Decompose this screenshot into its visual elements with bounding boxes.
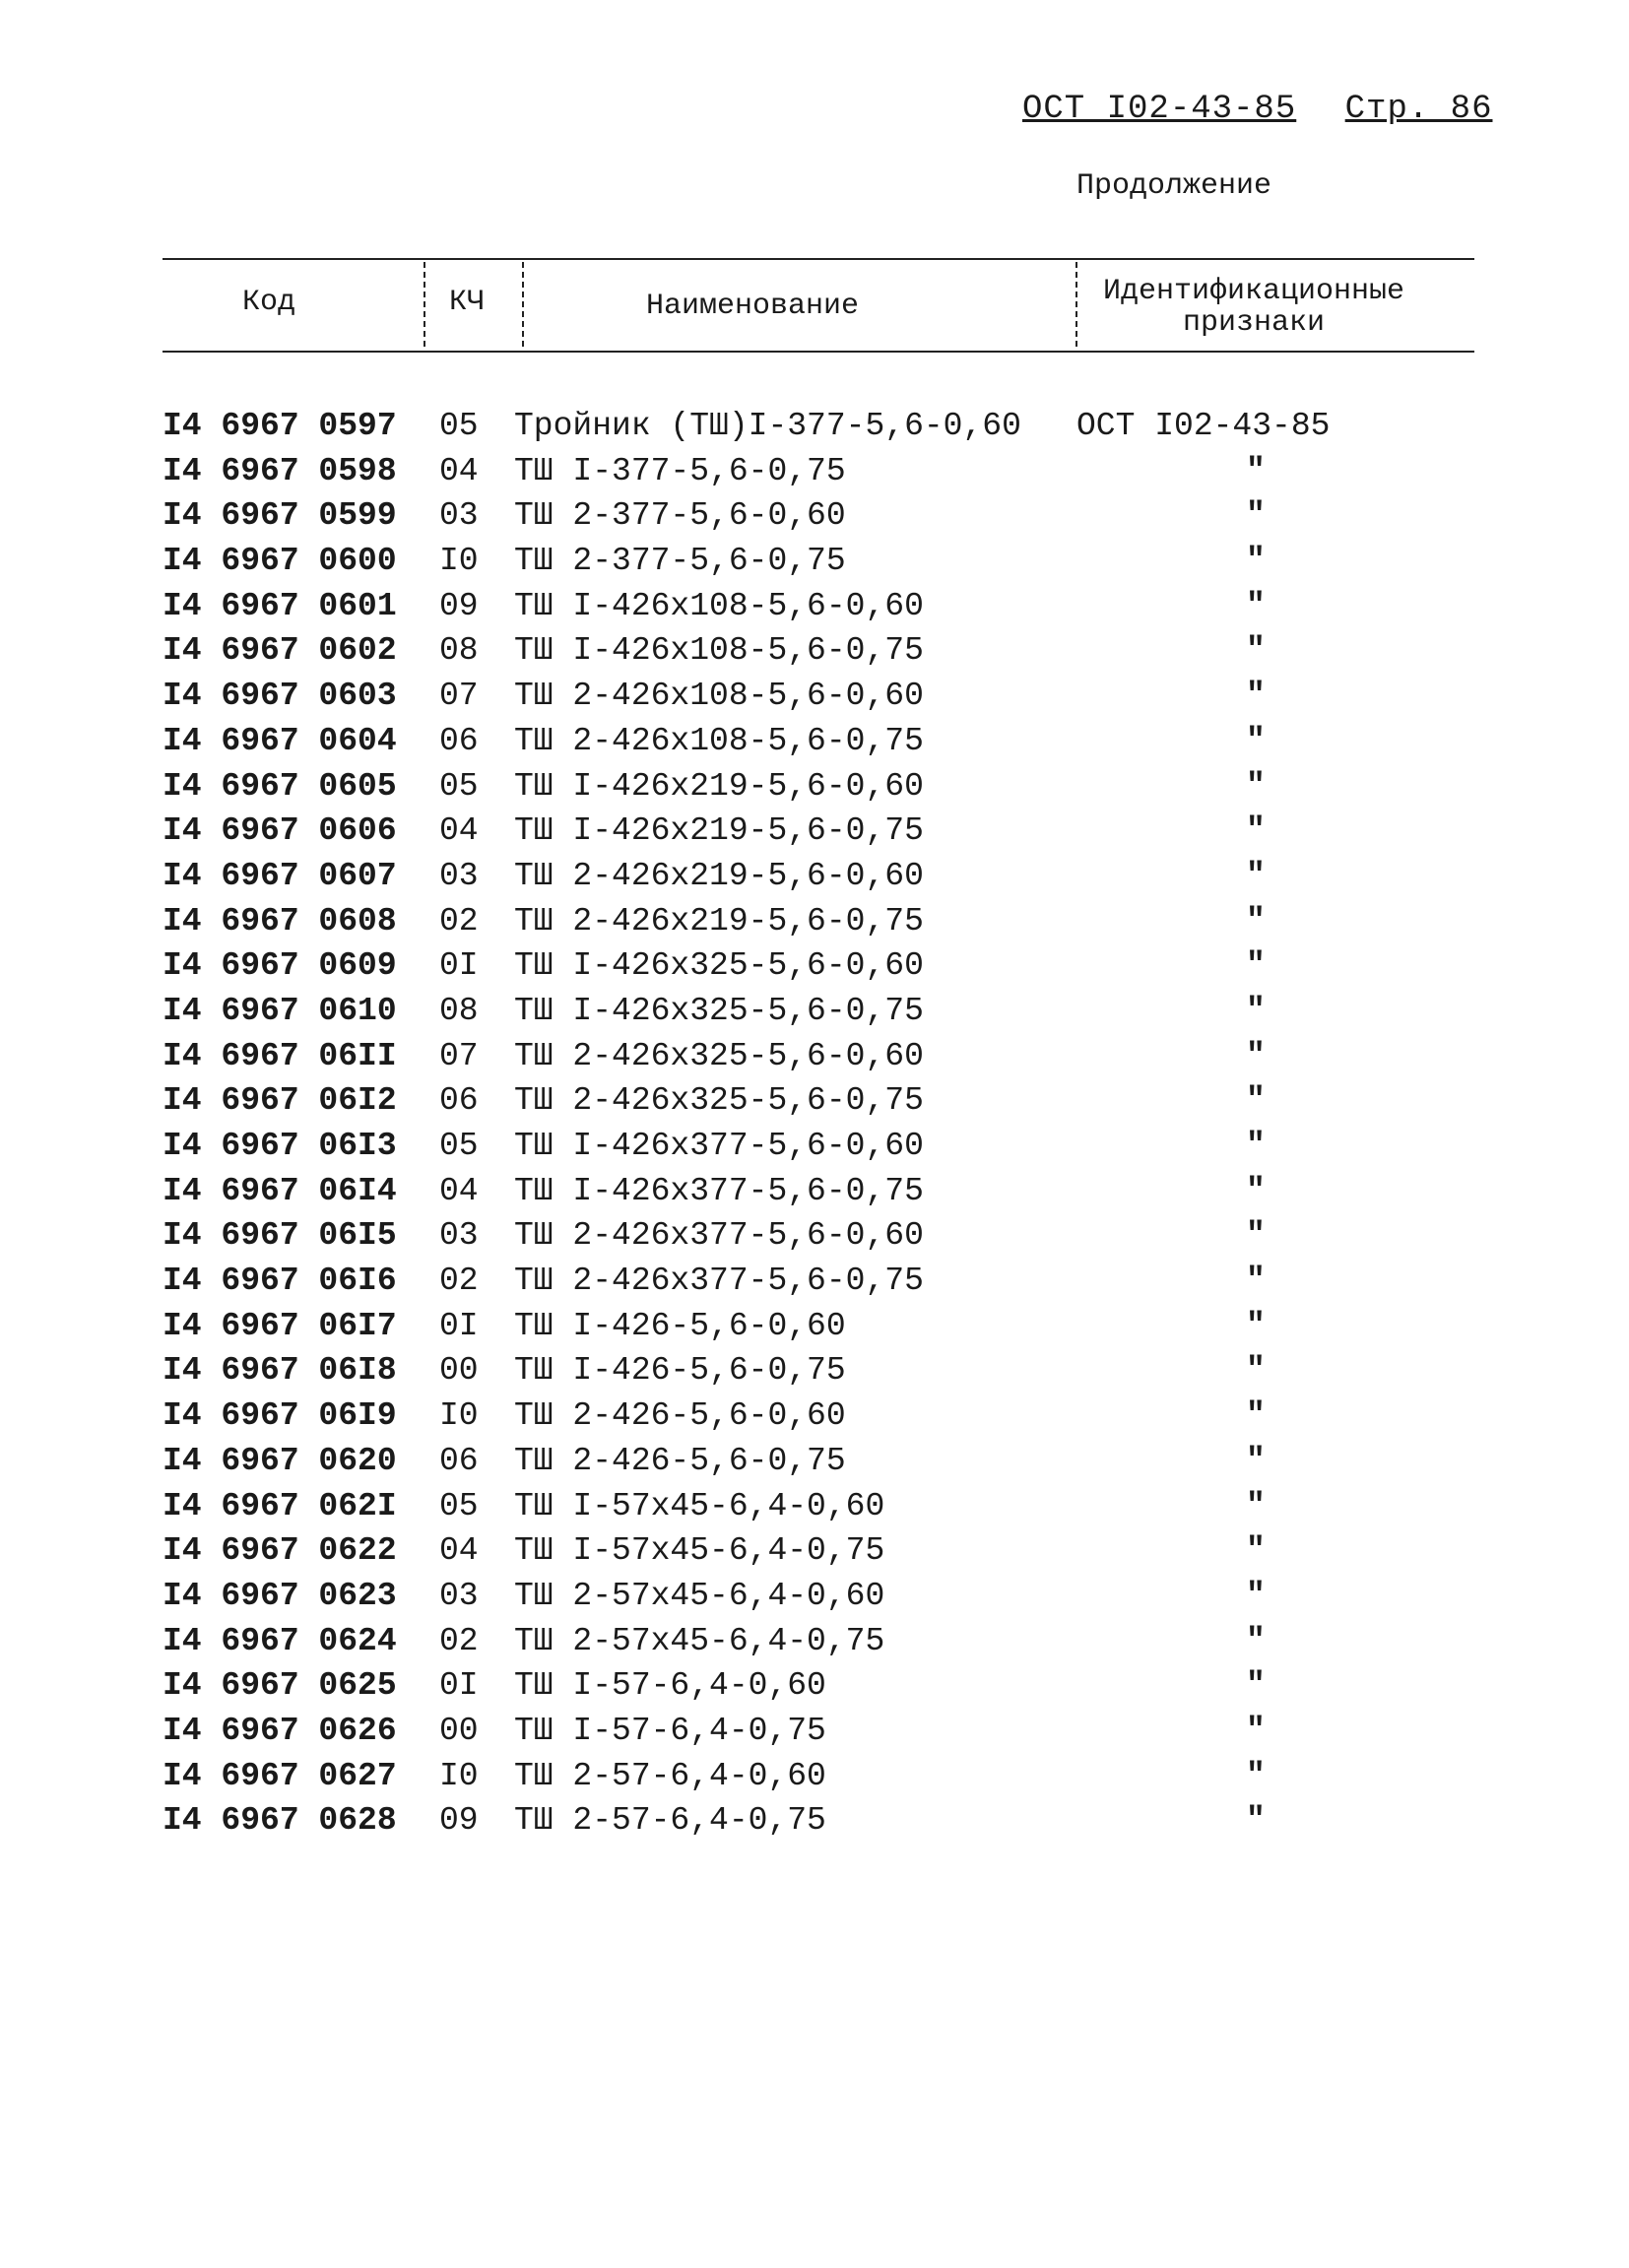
column-header-id-line1: Идентификационные: [1103, 275, 1405, 308]
column-header-id: [1103, 276, 1404, 339]
name-cell: ТШ I-57-6,4-0,60: [514, 1667, 826, 1705]
table-row: [0, 1128, 1629, 1173]
table-row: [0, 947, 1629, 993]
table-row: [0, 768, 1629, 813]
kch-cell: 06: [439, 1442, 479, 1479]
name-cell: ТШ I-426x377-5,6-0,75: [514, 1172, 924, 1209]
kch-cell: 06: [439, 1082, 479, 1120]
code-cell: I4 6967 0623: [163, 1577, 397, 1614]
table-row: [0, 1623, 1629, 1668]
code-cell: I4 6967 0620: [163, 1442, 397, 1479]
table-row: [0, 1488, 1629, 1533]
name-cell: ТШ 2-57x45-6,4-0,60: [514, 1577, 885, 1614]
ditto-mark: ": [1246, 767, 1266, 805]
table-row: [0, 1713, 1629, 1758]
code-cell: I4 6967 06I2: [163, 1082, 397, 1120]
table-header-bottom-rule: [163, 351, 1474, 353]
table-row: [0, 1038, 1629, 1083]
ditto-mark: ": [1246, 812, 1266, 850]
kch-cell: 08: [439, 632, 479, 670]
kch-cell: I0: [439, 1757, 479, 1794]
table-row: [0, 1443, 1629, 1488]
kch-cell: 09: [439, 587, 479, 624]
code-cell: I4 6967 0601: [163, 587, 397, 624]
name-cell: ТШ I-426x219-5,6-0,75: [514, 812, 924, 850]
ditto-mark: ": [1246, 497, 1266, 535]
ditto-mark: ": [1246, 992, 1266, 1029]
kch-cell: 05: [439, 1128, 479, 1164]
ditto-mark: ": [1246, 543, 1266, 580]
code-cell: I4 6967 06I3: [163, 1128, 397, 1164]
table-row: [0, 1173, 1629, 1218]
ditto-mark: ": [1246, 1712, 1266, 1749]
code-cell: I4 6967 0602: [163, 632, 397, 670]
table-row: [0, 1352, 1629, 1397]
name-cell: ТШ 2-426x377-5,6-0,75: [514, 1263, 924, 1300]
code-cell: I4 6967 06I8: [163, 1352, 397, 1390]
table-row: [0, 858, 1629, 903]
code-cell: I4 6967 0600: [163, 543, 397, 580]
code-cell: I4 6967 0626: [163, 1712, 397, 1749]
code-cell: I4 6967 0627: [163, 1757, 397, 1794]
name-cell: ТШ 2-57x45-6,4-0,75: [514, 1622, 885, 1659]
id-cell: ОСТ I02-43-85: [1076, 408, 1331, 444]
table-row: [0, 723, 1629, 768]
name-cell: ТШ 2-426x325-5,6-0,60: [514, 1037, 924, 1074]
name-cell: ТШ 2-377-5,6-0,60: [514, 497, 846, 535]
name-cell: ТШ 2-57-6,4-0,75: [514, 1802, 826, 1840]
kch-cell: I0: [439, 543, 479, 580]
continuation-label: Продолжение: [1076, 169, 1272, 203]
kch-cell: 02: [439, 1622, 479, 1659]
kch-cell: 02: [439, 902, 479, 940]
name-cell: ТШ I-426x108-5,6-0,60: [514, 587, 924, 624]
code-cell: I4 6967 0624: [163, 1622, 397, 1659]
kch-cell: 03: [439, 857, 479, 894]
name-cell: ТШ 2-426x377-5,6-0,60: [514, 1217, 924, 1255]
document-reference: [1022, 91, 1492, 128]
table-row: [0, 1397, 1629, 1443]
name-cell: ТШ I-426-5,6-0,60: [514, 1307, 846, 1344]
kch-cell: 03: [439, 497, 479, 535]
name-cell: ТШ 2-426x219-5,6-0,60: [514, 857, 924, 894]
ditto-mark: ": [1246, 902, 1266, 940]
code-cell: I4 6967 0608: [163, 902, 397, 940]
kch-cell: 0I: [439, 1307, 479, 1344]
name-cell: Тройник (ТШ)I-377-5,6-0,60: [514, 408, 1021, 444]
table-row: [0, 1217, 1629, 1263]
kch-cell: 03: [439, 1217, 479, 1255]
kch-cell: 02: [439, 1263, 479, 1300]
ditto-mark: ": [1246, 678, 1266, 715]
column-header-id-line2: признаки: [1183, 306, 1326, 340]
table-row: [0, 993, 1629, 1038]
kch-cell: 09: [439, 1802, 479, 1840]
name-cell: ТШ I-57x45-6,4-0,60: [514, 1487, 885, 1524]
table-row: [0, 903, 1629, 948]
ditto-mark: ": [1246, 1667, 1266, 1705]
table-top-rule: [163, 258, 1474, 260]
code-cell: I4 6967 0603: [163, 678, 397, 715]
kch-cell: 04: [439, 452, 479, 489]
ditto-mark: ": [1246, 1487, 1266, 1524]
ditto-mark: ": [1246, 722, 1266, 759]
column-header-code: Код: [242, 286, 296, 319]
ditto-mark: ": [1246, 452, 1266, 489]
column-separator: [522, 262, 524, 347]
document-number: ОСТ I02-43-85: [1022, 91, 1297, 128]
kch-cell: 08: [439, 992, 479, 1029]
ditto-mark: ": [1246, 1577, 1266, 1614]
kch-cell: 0I: [439, 947, 479, 985]
name-cell: ТШ I-57-6,4-0,75: [514, 1712, 826, 1749]
ditto-mark: ": [1246, 1172, 1266, 1209]
name-cell: ТШ 2-57-6,4-0,60: [514, 1757, 826, 1794]
code-cell: I4 6967 0606: [163, 812, 397, 850]
kch-cell: 04: [439, 1532, 479, 1570]
ditto-mark: ": [1246, 947, 1266, 985]
name-cell: ТШ 2-377-5,6-0,75: [514, 543, 846, 580]
kch-cell: 00: [439, 1352, 479, 1390]
table-row: [0, 1667, 1629, 1713]
kch-cell: 07: [439, 678, 479, 715]
table-row: [0, 678, 1629, 723]
kch-cell: 04: [439, 1172, 479, 1209]
kch-cell: 06: [439, 722, 479, 759]
table-row: [0, 1758, 1629, 1803]
ditto-mark: ": [1246, 1622, 1266, 1659]
name-cell: ТШ 2-426x325-5,6-0,75: [514, 1082, 924, 1120]
kch-cell: I0: [439, 1397, 479, 1435]
kch-cell: 00: [439, 1712, 479, 1749]
table-row: [0, 453, 1629, 498]
page-number: Стр. 86: [1344, 91, 1493, 128]
code-cell: I4 6967 0597: [163, 408, 397, 444]
code-cell: I4 6967 06II: [163, 1037, 397, 1074]
column-header-kch: КЧ: [449, 286, 486, 319]
code-cell: I4 6967 0622: [163, 1532, 397, 1570]
code-cell: I4 6967 0625: [163, 1667, 397, 1705]
name-cell: ТШ I-426x108-5,6-0,75: [514, 632, 924, 670]
table-row: [0, 588, 1629, 633]
column-separator: [1075, 262, 1077, 347]
ditto-mark: ": [1246, 1037, 1266, 1074]
table-row: [0, 1578, 1629, 1623]
table-row: [0, 1082, 1629, 1128]
code-cell: I4 6967 06I9: [163, 1397, 397, 1435]
kch-cell: 05: [439, 767, 479, 805]
table-body: [0, 408, 1629, 1847]
ditto-mark: ": [1246, 1757, 1266, 1794]
table-row: [0, 1263, 1629, 1308]
table-row: [0, 497, 1629, 543]
table-row: [0, 543, 1629, 588]
ditto-mark: ": [1246, 587, 1266, 624]
code-cell: I4 6967 062I: [163, 1487, 397, 1524]
name-cell: ТШ I-426-5,6-0,75: [514, 1352, 846, 1390]
name-cell: ТШ 2-426-5,6-0,75: [514, 1442, 846, 1479]
ditto-mark: ": [1246, 1128, 1266, 1164]
name-cell: ТШ I-57x45-6,4-0,75: [514, 1532, 885, 1570]
ditto-mark: ": [1246, 1802, 1266, 1840]
ditto-mark: ": [1246, 1442, 1266, 1479]
name-cell: ТШ I-426x219-5,6-0,60: [514, 767, 924, 805]
kch-cell: 04: [439, 812, 479, 850]
ditto-mark: ": [1246, 1217, 1266, 1255]
name-cell: ТШ 2-426x219-5,6-0,75: [514, 902, 924, 940]
ditto-mark: ": [1246, 1352, 1266, 1390]
table-row: [0, 632, 1629, 678]
kch-cell: 05: [439, 408, 479, 444]
code-cell: I4 6967 0607: [163, 857, 397, 894]
code-cell: I4 6967 0605: [163, 767, 397, 805]
table-row: [0, 1308, 1629, 1353]
code-cell: I4 6967 06I4: [163, 1172, 397, 1209]
code-cell: I4 6967 0610: [163, 992, 397, 1029]
kch-cell: 05: [439, 1487, 479, 1524]
code-cell: I4 6967 06I6: [163, 1263, 397, 1300]
code-cell: I4 6967 0598: [163, 452, 397, 489]
name-cell: ТШ I-426x377-5,6-0,60: [514, 1128, 924, 1164]
ditto-mark: ": [1246, 1307, 1266, 1344]
name-cell: ТШ I-377-5,6-0,75: [514, 452, 846, 489]
name-cell: ТШ 2-426x108-5,6-0,75: [514, 722, 924, 759]
table-row: [0, 408, 1629, 453]
ditto-mark: ": [1246, 1082, 1266, 1120]
code-cell: I4 6967 0628: [163, 1802, 397, 1840]
ditto-mark: ": [1246, 1397, 1266, 1435]
code-cell: I4 6967 06I5: [163, 1217, 397, 1255]
code-cell: I4 6967 06I7: [163, 1307, 397, 1344]
table-row: [0, 1532, 1629, 1578]
code-cell: I4 6967 0609: [163, 947, 397, 985]
name-cell: ТШ 2-426-5,6-0,60: [514, 1397, 846, 1435]
kch-cell: 03: [439, 1577, 479, 1614]
table-row: [0, 812, 1629, 858]
name-cell: ТШ 2-426x108-5,6-0,60: [514, 678, 924, 715]
kch-cell: 07: [439, 1037, 479, 1074]
ditto-mark: ": [1246, 632, 1266, 670]
code-cell: I4 6967 0604: [163, 722, 397, 759]
name-cell: ТШ I-426x325-5,6-0,60: [514, 947, 924, 985]
kch-cell: 0I: [439, 1667, 479, 1705]
ditto-mark: ": [1246, 1263, 1266, 1300]
column-separator: [424, 262, 425, 347]
code-cell: I4 6967 0599: [163, 497, 397, 535]
table-row: [0, 1802, 1629, 1847]
column-header-name: Наименование: [646, 290, 860, 323]
ditto-mark: ": [1246, 1532, 1266, 1570]
ditto-mark: ": [1246, 857, 1266, 894]
name-cell: ТШ I-426x325-5,6-0,75: [514, 992, 924, 1029]
